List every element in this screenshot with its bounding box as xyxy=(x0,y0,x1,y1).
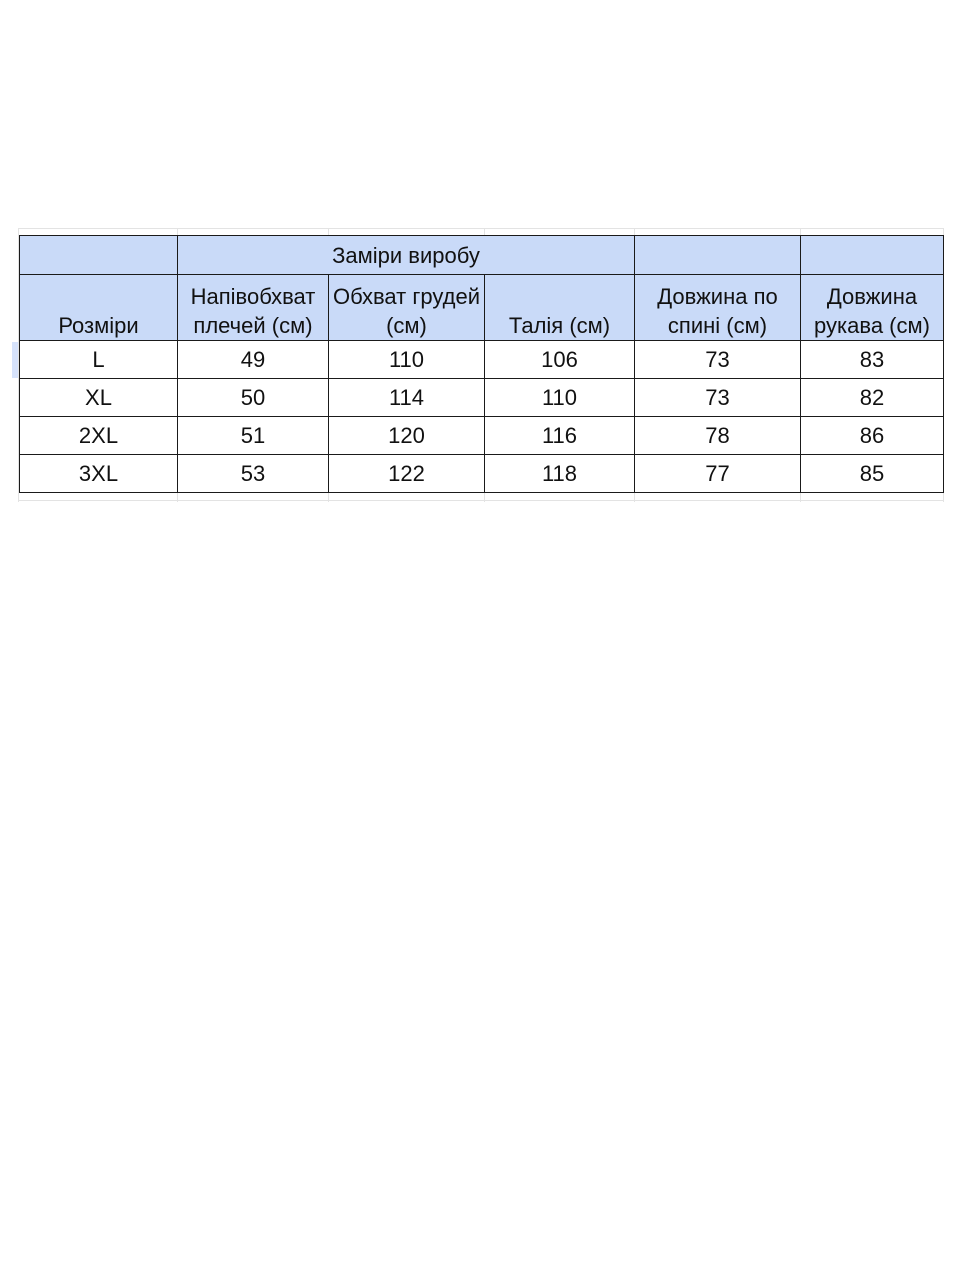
column-header-row xyxy=(20,275,944,341)
table-row xyxy=(20,455,944,493)
size-cell[interactable]: 2XL xyxy=(20,417,178,455)
value-cell[interactable]: 122 xyxy=(329,455,485,493)
value-cell[interactable]: 86 xyxy=(801,417,944,455)
value-cell[interactable]: 53 xyxy=(178,455,329,493)
header-sizes[interactable]: Розміри xyxy=(20,275,178,341)
value-cell[interactable]: 85 xyxy=(801,455,944,493)
value-cell[interactable]: 73 xyxy=(635,379,801,417)
header-back-length[interactable]: Довжина по спині (см) xyxy=(635,275,801,341)
title-row xyxy=(20,236,944,275)
header-sleeve-length[interactable]: Довжина рукава (см) xyxy=(801,275,944,341)
header-waist[interactable]: Талія (см) xyxy=(485,275,635,341)
table-row xyxy=(20,379,944,417)
value-cell[interactable]: 83 xyxy=(801,341,944,379)
table-row xyxy=(20,341,944,379)
header-cell-empty[interactable] xyxy=(801,236,944,275)
gridline xyxy=(18,500,944,501)
row-selection-marker xyxy=(12,342,18,378)
value-cell[interactable]: 78 xyxy=(635,417,801,455)
gridline xyxy=(18,228,944,229)
value-cell[interactable]: 51 xyxy=(178,417,329,455)
header-half-shoulder[interactable]: Напівобхват плечей (см) xyxy=(178,275,329,341)
size-chart-table xyxy=(19,235,944,493)
value-cell[interactable]: 120 xyxy=(329,417,485,455)
value-cell[interactable]: 50 xyxy=(178,379,329,417)
size-cell[interactable]: L xyxy=(20,341,178,379)
size-cell[interactable]: 3XL xyxy=(20,455,178,493)
value-cell[interactable]: 110 xyxy=(329,341,485,379)
value-cell[interactable]: 114 xyxy=(329,379,485,417)
value-cell[interactable]: 116 xyxy=(485,417,635,455)
value-cell[interactable]: 118 xyxy=(485,455,635,493)
table-row xyxy=(20,417,944,455)
header-cell-empty[interactable] xyxy=(20,236,178,275)
value-cell[interactable]: 77 xyxy=(635,455,801,493)
header-chest[interactable]: Обхват грудей (см) xyxy=(329,275,485,341)
value-cell[interactable]: 82 xyxy=(801,379,944,417)
header-cell-empty[interactable] xyxy=(635,236,801,275)
value-cell[interactable]: 49 xyxy=(178,341,329,379)
value-cell[interactable]: 73 xyxy=(635,341,801,379)
table-title[interactable]: Заміри виробу xyxy=(178,236,635,275)
size-cell[interactable]: XL xyxy=(20,379,178,417)
value-cell[interactable]: 106 xyxy=(485,341,635,379)
value-cell[interactable]: 110 xyxy=(485,379,635,417)
